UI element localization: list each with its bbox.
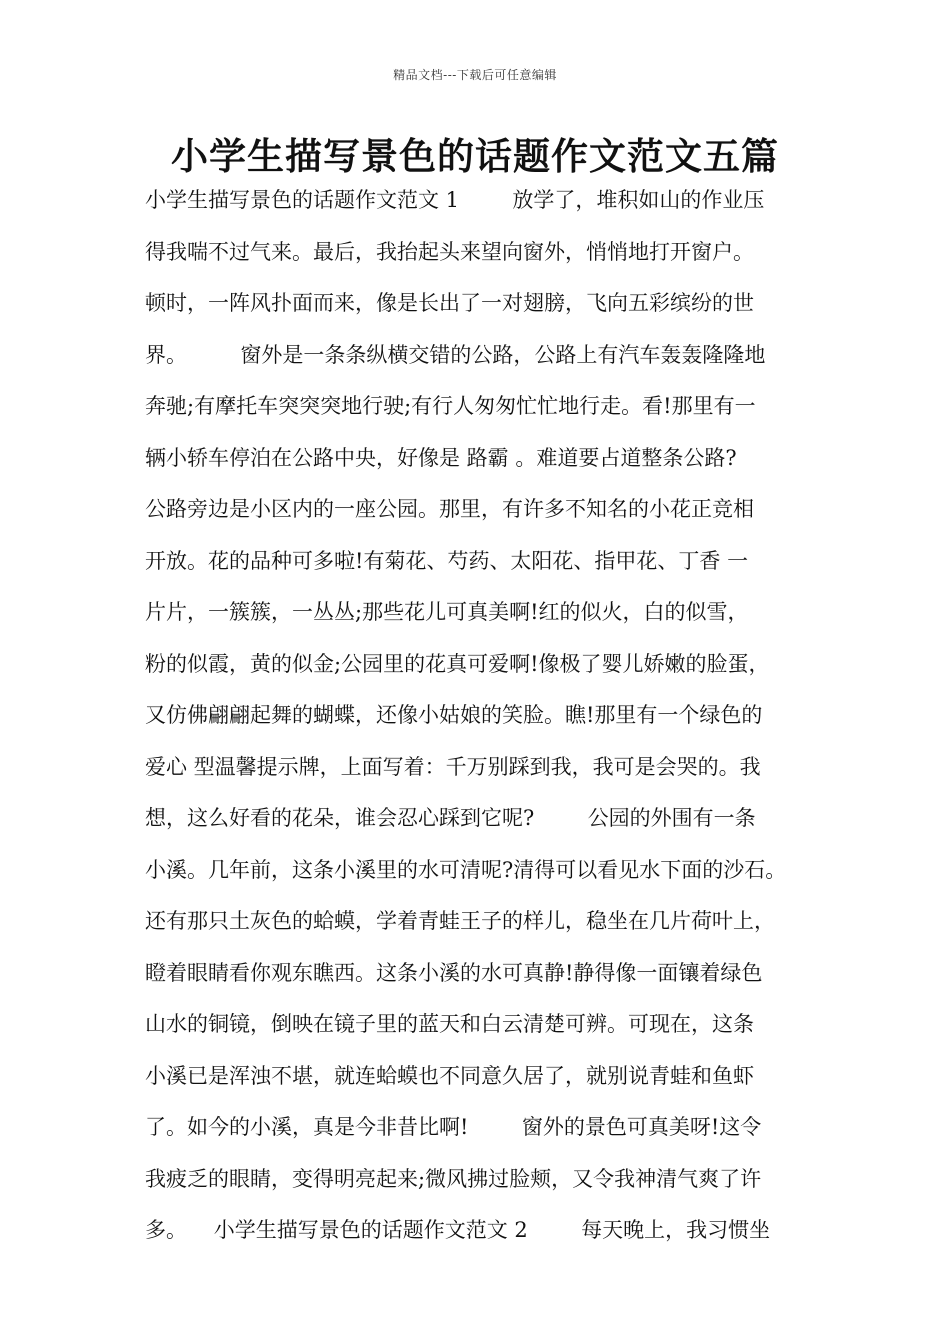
- text-line: 瞪着眼睛看你观东瞧西。这条小溪的水可真静!静得像一面镶着绿色: [145, 960, 763, 985]
- text-line: 爱心 型温馨提示牌，上面写着：千万别踩到我，我可是会哭的。我: [145, 754, 761, 779]
- text-line: 小溪。几年前，这条小溪里的水可清呢?清得可以看见水下面的沙石。: [145, 857, 787, 882]
- text-line: 奔驰;有摩托车突突突地行驶;有行人匆匆忙忙地行走。看!那里有一: [145, 394, 756, 418]
- text-line: 我疲乏的眼睛，变得明亮起来;微风拂过脸颊，又令我神清气爽了许: [145, 1166, 762, 1191]
- text-line: 开放。花的品种可多啦!有菊花、芍药、太阳花、指甲花、丁香 一: [145, 548, 749, 573]
- text-line: 想，这么好看的花朵，谁会忍心踩到它呢? 公园的外围有一条: [145, 806, 756, 830]
- text-line: 还有那只土灰色的蛤蟆，学着青蛙王子的样儿，稳坐在几片荷叶上，: [145, 909, 775, 933]
- text-line: 片片，一簇簇，一丛丛;那些花儿可真美啊!红的似火，白的似雪，: [145, 600, 749, 624]
- text-line: 小溪已是浑浊不堪，就连蛤蟆也不同意久居了，就别说青蛙和鱼虾: [145, 1063, 754, 1088]
- text-line: 顿时，一阵风扑面而来，像是长出了一对翅膀，飞向五彩缤纷的世: [145, 291, 754, 315]
- text-line: 又仿佛翩翩起舞的蝴蝶，还像小姑娘的笑脸。瞧!那里有一个绿色的: [145, 703, 763, 727]
- text-line: 粉的似霞，黄的似金;公园里的花真可爱啊!像极了婴儿娇嫩的脸蛋，: [145, 651, 770, 676]
- body-text: [145, 183, 825, 1265]
- header-note: 精品文档---下载后可任意编辑: [393, 68, 557, 82]
- text-line: 多。 小学生描写景色的话题作文范文 2 每天晚上，我习惯坐: [145, 1218, 771, 1242]
- text-line: 山水的铜镜，倒映在镜子里的蓝天和白云清楚可辨。可现在，这条: [145, 1012, 754, 1036]
- document-title: 小学生描写景色的话题作文范文五篇: [171, 134, 779, 178]
- text-line: 了。如今的小溪，真是今非昔比啊! 窗外的景色可真美呀!这令: [145, 1115, 762, 1139]
- text-line: 公路旁边是小区内的一座公园。那里，有许多不知名的小花正竞相: [145, 497, 754, 521]
- text-line: 辆小轿车停泊在公路中央，好像是 路霸 。难道要占道整条公路?: [145, 445, 737, 470]
- text-line: 得我喘不过气来。最后，我抬起头来望向窗外，悄悄地打开窗户。: [145, 239, 754, 264]
- text-line: 小学生描写景色的话题作文范文 1 放学了，堆积如山的作业压: [145, 188, 765, 212]
- text-line: 界。 窗外是一条条纵横交错的公路，公路上有汽车轰轰隆隆地: [145, 342, 766, 367]
